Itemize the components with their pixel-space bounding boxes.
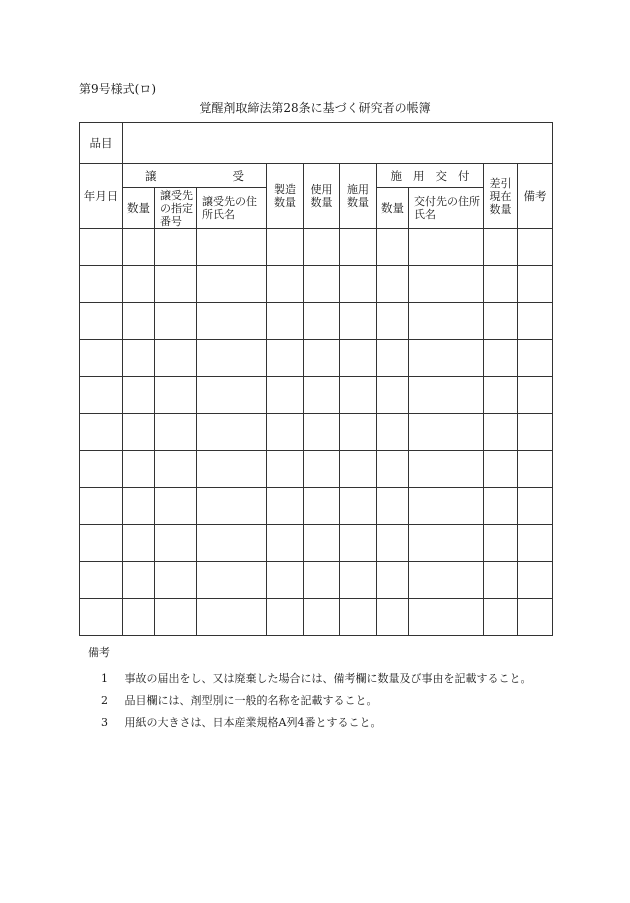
ledger-cell[interactable]: [80, 525, 123, 562]
ledger-cell[interactable]: [155, 488, 197, 525]
ledger-row: [80, 488, 553, 525]
ledger-cell[interactable]: [197, 414, 267, 451]
ledger-cell[interactable]: [80, 599, 123, 636]
manufacture-quantity-header: 製造数量: [267, 164, 304, 229]
transfer-group-header: 譲 受: [123, 164, 267, 188]
ledger-cell[interactable]: [197, 266, 267, 303]
delivery-quantity-header: 数量: [377, 188, 409, 229]
ledger-cell[interactable]: [484, 488, 518, 525]
ledger-cell[interactable]: [304, 488, 340, 525]
notes-section: [88, 644, 532, 736]
transfer-quantity-header: 数量: [123, 188, 155, 229]
ledger-cell[interactable]: [377, 229, 409, 266]
note-item: [101, 714, 532, 730]
ledger-cell[interactable]: [197, 488, 267, 525]
note-text: 品目欄には、剤型別に一般的名称を記載すること。: [124, 694, 378, 707]
ledger-cell[interactable]: [484, 340, 518, 377]
ledger-cell[interactable]: [80, 340, 123, 377]
note-text: 用紙の大きさは、日本産業規格A列4番とすること。: [124, 716, 382, 729]
ledger-cell[interactable]: [80, 377, 123, 414]
ledger-cell[interactable]: [484, 303, 518, 340]
note-item: [101, 692, 532, 708]
ledger-cell[interactable]: [267, 414, 304, 451]
ledger-cell[interactable]: [518, 525, 553, 562]
ledger-cell[interactable]: [80, 229, 123, 266]
ledger-cell[interactable]: [123, 488, 155, 525]
ledger-cell[interactable]: [155, 340, 197, 377]
delivery-group-header: 施 用 交 付: [377, 164, 484, 188]
ledger-cell[interactable]: [518, 488, 553, 525]
ledger-cell[interactable]: [377, 303, 409, 340]
ledger-cell[interactable]: [155, 229, 197, 266]
ledger-cell[interactable]: [409, 414, 484, 451]
ledger-body: [80, 229, 553, 636]
ledger-cell[interactable]: [518, 266, 553, 303]
ledger-cell[interactable]: [304, 266, 340, 303]
ledger-cell[interactable]: [340, 303, 377, 340]
ledger-cell[interactable]: [80, 488, 123, 525]
ledger-cell[interactable]: [155, 599, 197, 636]
ledger-cell[interactable]: [123, 266, 155, 303]
ledger-row: [80, 599, 553, 636]
ledger-cell[interactable]: [155, 562, 197, 599]
ledger-cell[interactable]: [80, 451, 123, 488]
ledger-cell[interactable]: [123, 525, 155, 562]
ledger-cell[interactable]: [340, 562, 377, 599]
ledger-cell[interactable]: [518, 303, 553, 340]
item-label-cell: [80, 123, 123, 164]
ledger-cell[interactable]: [267, 562, 304, 599]
ledger-cell[interactable]: [484, 414, 518, 451]
remarks-header: 備考: [518, 164, 553, 229]
ledger-cell[interactable]: [340, 599, 377, 636]
ledger-row: [80, 340, 553, 377]
ledger-row: [80, 266, 553, 303]
document-title: 覚醒剤取締法第28条に基づく研究者の帳簿: [199, 101, 431, 115]
form-number: 第9号様式(ロ): [79, 82, 156, 96]
ledger-cell[interactable]: [123, 562, 155, 599]
transferor-designation-header: 譲受先の指定番号: [155, 188, 197, 229]
ledger-cell[interactable]: [377, 451, 409, 488]
note-number: 3: [101, 716, 108, 729]
ledger-cell[interactable]: [123, 340, 155, 377]
ledger-cell[interactable]: [267, 488, 304, 525]
date-header: 年月日: [80, 164, 123, 229]
ledger-cell[interactable]: [484, 525, 518, 562]
ledger-cell[interactable]: [304, 340, 340, 377]
ledger-cell[interactable]: [304, 599, 340, 636]
ledger-cell[interactable]: [409, 340, 484, 377]
ledger-cell[interactable]: [518, 451, 553, 488]
ledger-cell[interactable]: [304, 525, 340, 562]
ledger-cell[interactable]: [377, 488, 409, 525]
use-quantity-header: 使用数量: [304, 164, 340, 229]
ledger-cell[interactable]: [155, 303, 197, 340]
ledger-cell[interactable]: [518, 562, 553, 599]
balance-quantity-header: 差引現在数量: [484, 164, 518, 229]
ledger-cell[interactable]: [123, 229, 155, 266]
ledger-cell[interactable]: [155, 525, 197, 562]
notes-title: 備考: [88, 646, 110, 659]
ledger-cell[interactable]: [80, 266, 123, 303]
item-input-cell: [123, 123, 553, 164]
ledger-cell[interactable]: [340, 488, 377, 525]
ledger-cell[interactable]: [340, 451, 377, 488]
ledger-cell[interactable]: [155, 451, 197, 488]
ledger-cell[interactable]: [484, 266, 518, 303]
ledger-cell[interactable]: [409, 562, 484, 599]
ledger-cell[interactable]: [377, 266, 409, 303]
ledger-cell[interactable]: [197, 229, 267, 266]
ledger-cell[interactable]: [409, 488, 484, 525]
ledger-cell[interactable]: [267, 377, 304, 414]
ledger-cell[interactable]: [377, 599, 409, 636]
ledger-cell[interactable]: [197, 303, 267, 340]
ledger-cell[interactable]: [518, 414, 553, 451]
ledger-cell[interactable]: [518, 377, 553, 414]
ledger-cell[interactable]: [518, 229, 553, 266]
recipient-address-header: 交付先の住所氏名: [409, 188, 484, 229]
ledger-cell[interactable]: [409, 451, 484, 488]
ledger-cell[interactable]: [409, 303, 484, 340]
ledger-cell[interactable]: [123, 414, 155, 451]
ledger-cell[interactable]: [377, 525, 409, 562]
ledger-cell[interactable]: [80, 414, 123, 451]
ledger-cell[interactable]: [377, 377, 409, 414]
ledger-cell[interactable]: [409, 266, 484, 303]
ledger-cell[interactable]: [197, 340, 267, 377]
ledger-cell[interactable]: [340, 266, 377, 303]
ledger-cell[interactable]: [304, 303, 340, 340]
ledger-cell[interactable]: [377, 562, 409, 599]
ledger-row: [80, 525, 553, 562]
note-text: 事故の届出をし、又は廃棄した場合には、備考欄に数量及び事由を記載すること。: [124, 672, 532, 685]
ledger-cell[interactable]: [197, 525, 267, 562]
ledger-cell[interactable]: [155, 377, 197, 414]
ledger-cell[interactable]: [409, 525, 484, 562]
ledger-cell[interactable]: [197, 599, 267, 636]
ledger-cell[interactable]: [123, 599, 155, 636]
ledger-cell[interactable]: [340, 525, 377, 562]
ledger-row: [80, 303, 553, 340]
ledger-cell[interactable]: [123, 451, 155, 488]
ledger-cell[interactable]: [409, 377, 484, 414]
ledger-cell[interactable]: [409, 229, 484, 266]
transferor-address-header: 譲受先の住所氏名: [197, 188, 267, 229]
note-number: 2: [101, 694, 108, 707]
ledger-cell[interactable]: [197, 562, 267, 599]
ledger-cell[interactable]: [340, 414, 377, 451]
ledger-cell[interactable]: [484, 562, 518, 599]
ledger-cell[interactable]: [197, 451, 267, 488]
ledger-cell[interactable]: [518, 340, 553, 377]
ledger-cell[interactable]: [155, 414, 197, 451]
ledger-cell[interactable]: [377, 340, 409, 377]
ledger-cell[interactable]: [304, 414, 340, 451]
ledger-row: [80, 377, 553, 414]
ledger-cell[interactable]: [80, 562, 123, 599]
ledger-cell[interactable]: [267, 525, 304, 562]
ledger-cell[interactable]: [123, 377, 155, 414]
ledger-cell[interactable]: [484, 377, 518, 414]
ledger-row: [80, 229, 553, 266]
ledger-cell[interactable]: [267, 266, 304, 303]
ledger-cell[interactable]: [267, 599, 304, 636]
ledger-cell[interactable]: [304, 451, 340, 488]
ledger-cell[interactable]: [267, 229, 304, 266]
ledger-table: [79, 122, 553, 636]
ledger-cell[interactable]: [304, 229, 340, 266]
ledger-cell[interactable]: [267, 303, 304, 340]
ledger-cell[interactable]: [197, 377, 267, 414]
ledger-cell[interactable]: [484, 599, 518, 636]
note-number: 1: [101, 672, 108, 685]
notes-list: [88, 670, 532, 730]
ledger-row: [80, 414, 553, 451]
ledger-cell[interactable]: [340, 377, 377, 414]
ledger-cell[interactable]: [267, 340, 304, 377]
ledger-cell[interactable]: [409, 599, 484, 636]
ledger-cell[interactable]: [340, 229, 377, 266]
item-label: 品目: [89, 136, 113, 150]
ledger-cell[interactable]: [155, 266, 197, 303]
ledger-cell[interactable]: [377, 414, 409, 451]
ledger-cell[interactable]: [340, 340, 377, 377]
ledger-cell[interactable]: [484, 229, 518, 266]
ledger-cell[interactable]: [518, 599, 553, 636]
ledger-cell[interactable]: [484, 451, 518, 488]
ledger-cell[interactable]: [304, 377, 340, 414]
ledger-row: [80, 451, 553, 488]
note-item: [101, 670, 532, 686]
ledger-cell[interactable]: [304, 562, 340, 599]
ledger-cell[interactable]: [123, 303, 155, 340]
administer-quantity-header: 施用数量: [340, 164, 377, 229]
ledger-row: [80, 562, 553, 599]
ledger-cell[interactable]: [80, 303, 123, 340]
ledger-cell[interactable]: [267, 451, 304, 488]
